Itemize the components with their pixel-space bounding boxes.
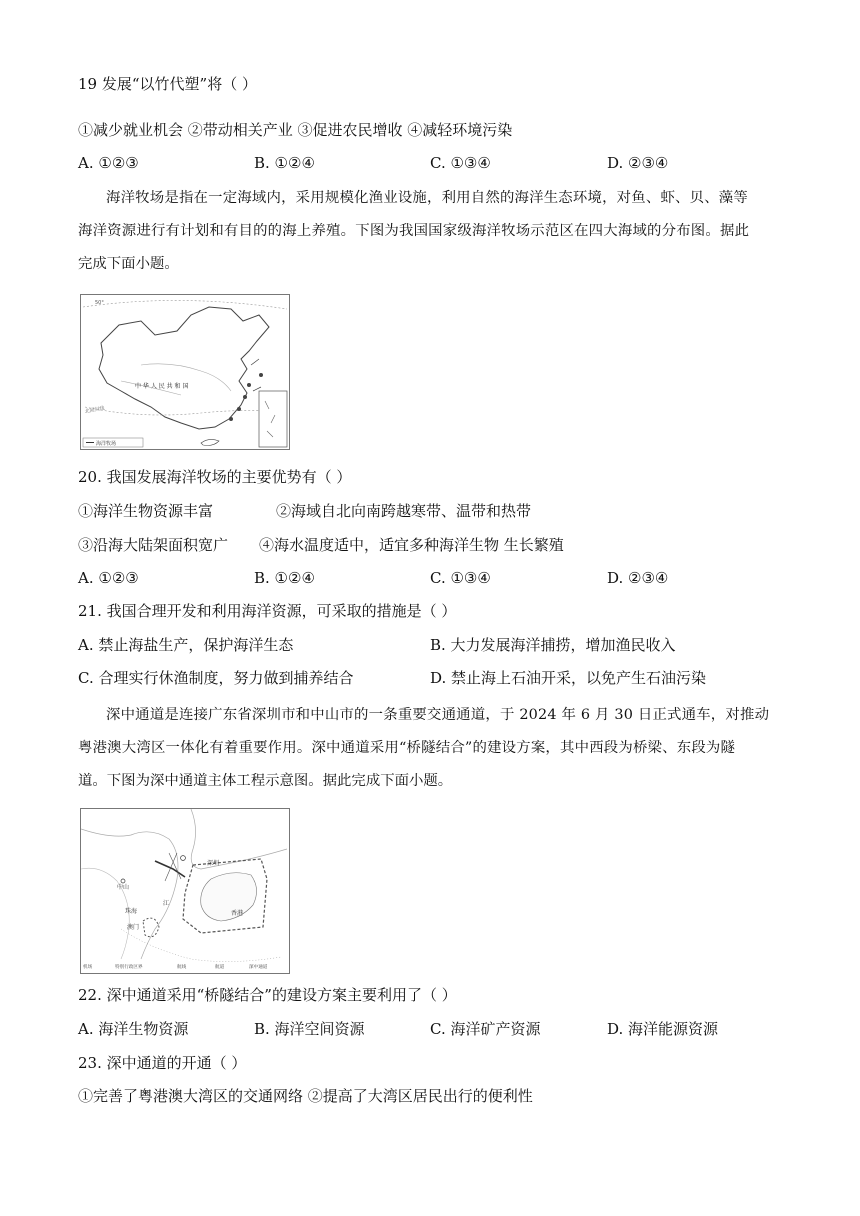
q22-option-a: A. 海洋生物资源 <box>78 1020 189 1038</box>
q19-option-c: C. ①③④ <box>430 154 491 172</box>
map2-legend-route: 航线 <box>177 965 187 970</box>
intro2-line3: 道。下图为深中通道主体工程示意图。据此完成下面小题。 <box>78 773 453 789</box>
q22-option-c: C. 海洋矿产资源 <box>430 1020 541 1038</box>
map1-country-label: 中 华 人 民 共 和 国 <box>135 383 189 390</box>
q19-option-b: B. ①②④ <box>254 154 315 172</box>
map2-label-hongkong: 香港 <box>231 910 244 917</box>
q19-stem: 19 发展“以竹代塑”将（ ） <box>78 75 257 93</box>
q20-option-c: C. ①③④ <box>430 569 491 587</box>
q21-option-c: C. 合理实行休渔制度，努力做到捕养结合 <box>78 669 354 687</box>
q20-item-3: ③沿海大陆架面积宽广 <box>78 536 229 554</box>
q21-option-a: A. 禁止海盐生产，保护海洋生态 <box>78 636 294 654</box>
map2-label-jiang: 江 <box>163 900 170 907</box>
intro1-line3: 完成下面小题。 <box>78 256 179 272</box>
map2-legend-airport: 机场 <box>83 965 93 970</box>
shenzhong-map-drawing <box>81 809 289 973</box>
q20-option-d: D. ②③④ <box>607 569 669 587</box>
china-map-drawing <box>81 295 289 449</box>
map2-legend-channel: 航道 <box>215 965 225 970</box>
q20-stem: 20. 我国发展海洋牧场的主要优势有（ ） <box>78 468 352 486</box>
q19-option-d: D. ②③④ <box>607 154 669 172</box>
map1-top-label: 50° <box>95 300 104 306</box>
shenzhong-link-map <box>80 808 290 974</box>
q19-items: ①减少就业机会 ②带动相关产业 ③促进农民增收 ④减轻环境污染 <box>78 121 513 139</box>
intro1-line1: 海洋牧场是指在一定海域内，采用规模化渔业设施，利用自然的海洋生态环境，对鱼、虾、贝、藻等 <box>106 190 748 206</box>
q22-option-b: B. 海洋空间资源 <box>254 1020 365 1038</box>
intro1-line2: 海洋资源进行有计划和有目的的海上养殖。下图为我国国家级海洋牧场示范区在四大海域的分布图。据此 <box>78 223 750 239</box>
q22-option-d: D. 海洋能源资源 <box>607 1020 719 1038</box>
q23-items: ①完善了粤港澳大湾区的交通网络 ②提高了大湾区居民出行的便利性 <box>78 1087 533 1105</box>
map2-legend-sar: 特别行政区界 <box>115 965 143 970</box>
q23-stem: 23. 深中通道的开通（ ） <box>78 1054 247 1072</box>
q20-item-2: ②海域自北向南跨越寒带、温带和热带 <box>276 502 532 520</box>
q21-option-d: D. 禁止海上石油开采，以免产生石油污染 <box>430 669 707 687</box>
intro2-line2: 粤港澳大湾区一体化有着重要作用。深中通道采用“桥隧结合”的建设方案，其中西段为桥梁、东段为隧 <box>78 740 736 756</box>
map2-legend-link: 深中通道 <box>249 965 268 970</box>
q21-option-b: B. 大力发展海洋捕捞，增加渔民收入 <box>430 636 676 654</box>
q21-stem: 21. 我国合理开发和利用海洋资源，可采取的措施是（ ） <box>78 602 457 620</box>
q20-item-1: ①海洋生物资源丰富 <box>78 502 214 520</box>
china-ocean-ranch-map <box>80 294 290 450</box>
q20-option-b: B. ①②④ <box>254 569 315 587</box>
intro2-line1: 深中通道是连接广东省深圳市和中山市的一条重要交通通道，于 2024 年 6 月 30 日正式通车，对推动 <box>106 707 770 723</box>
map1-legend: 海洋牧场 <box>96 441 117 447</box>
q22-stem: 22. 深中通道采用“桥隧结合”的建设方案主要利用了（ ） <box>78 986 457 1004</box>
map1-lat-label: 北回归线 <box>84 405 106 415</box>
q19-option-a: A. ①②③ <box>78 154 139 172</box>
map2-label-zhuhai: 珠海 <box>125 908 138 915</box>
map2-label-macau: 澳门 <box>127 924 140 931</box>
q20-item-4: ④海水温度适中，适宜多种海洋生物 生长繁殖 <box>259 536 564 554</box>
q20-option-a: A. ①②③ <box>78 569 139 587</box>
map2-label-shenzhen: 深圳 <box>207 860 220 867</box>
map2-label-zhongshan: 中山 <box>117 884 130 891</box>
